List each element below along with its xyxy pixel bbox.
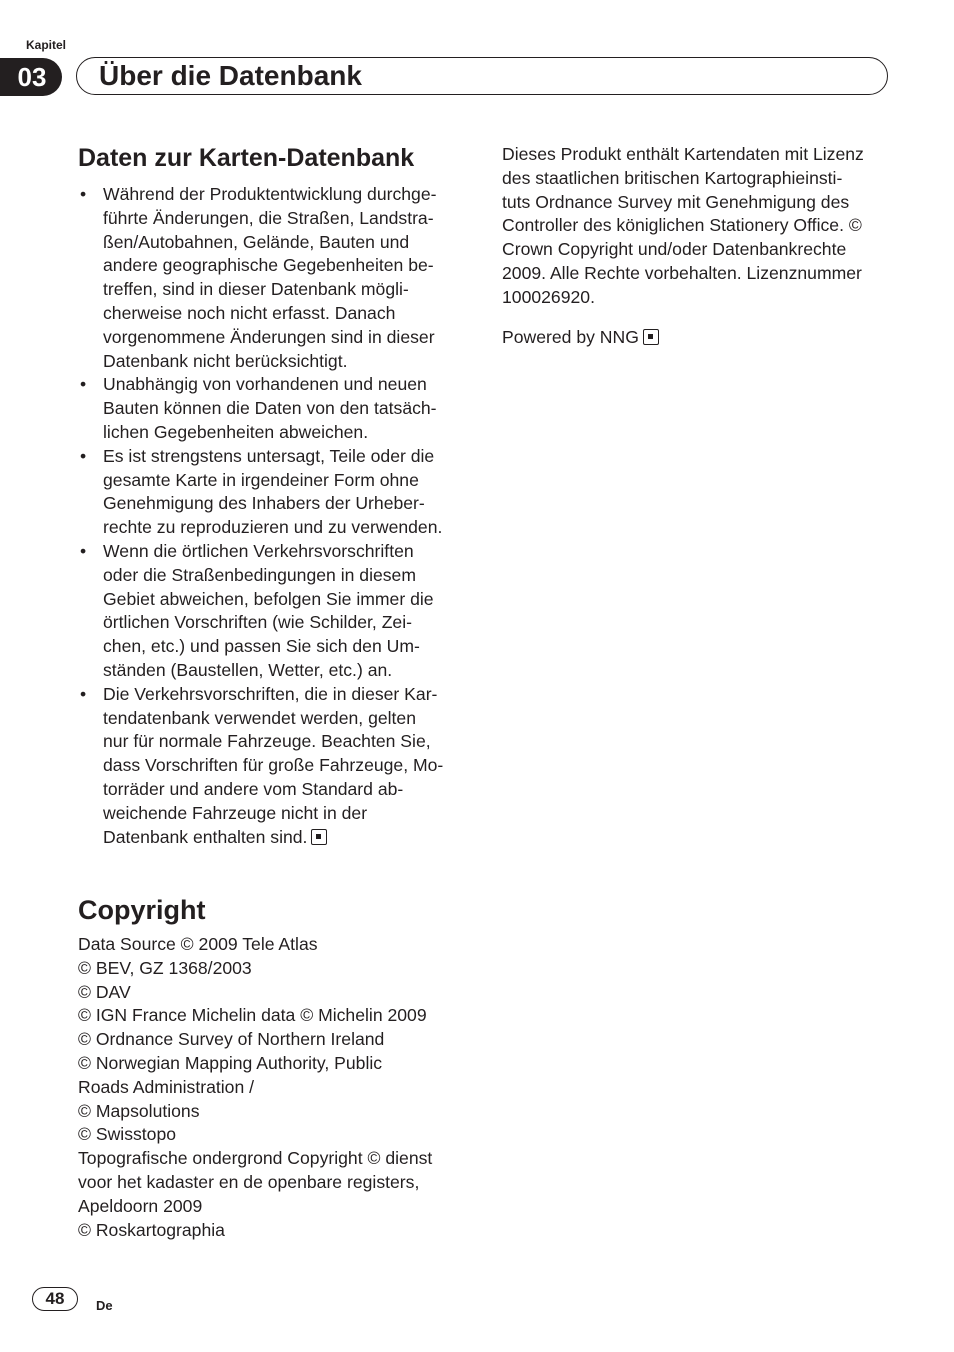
bullet-line: Während der Produktentwicklung durchge- bbox=[103, 184, 437, 204]
bullet-line: treffen, sind in dieser Datenbank mögli- bbox=[103, 279, 409, 300]
page-number-badge: 48 bbox=[32, 1287, 78, 1311]
bullet-dot-icon: • bbox=[80, 683, 87, 704]
kapitel-label: Kapitel bbox=[26, 38, 67, 52]
language-code: De bbox=[96, 1298, 113, 1313]
bullet-line: cherweise noch nicht erfasst. Danach bbox=[103, 302, 396, 323]
bullet-line: oder die Straßenbedingungen in diesem bbox=[103, 564, 416, 585]
copyright-line: © Swisstopo bbox=[78, 1124, 177, 1145]
copyright-line: © BEV, GZ 1368/2003 bbox=[78, 957, 252, 978]
stop-square-icon bbox=[311, 829, 327, 845]
bullet-line: Wenn die örtlichen Verkehrsvorschriften bbox=[103, 540, 414, 561]
bullet-item bbox=[78, 183, 468, 373]
copyright-line: voor het kadaster en de openbare registers, bbox=[78, 1171, 420, 1192]
powered-by-line bbox=[502, 326, 902, 350]
stop-square-icon bbox=[643, 329, 659, 345]
copyright-line: Topografische ondergrond Copyright © dienst bbox=[78, 1148, 433, 1169]
bullet-dot-icon: • bbox=[80, 374, 87, 395]
copyright-line: © Mapsolutions bbox=[78, 1100, 200, 1121]
bullet-line: weichende Fahrzeuge nicht in der bbox=[103, 802, 368, 823]
bullet-line: Unabhängig von vorhandenen und neuen bbox=[103, 374, 427, 395]
powered-by-text: Powered by NNG bbox=[502, 326, 639, 347]
license-line: tuts Ordnance Survey mit Genehmigung des bbox=[502, 191, 850, 212]
license-line: 100026920. bbox=[502, 286, 595, 307]
chapter-number-badge: 03 bbox=[0, 58, 62, 96]
bullet-dot-icon: • bbox=[80, 445, 87, 466]
copyright-line: Apeldoorn 2009 bbox=[78, 1195, 203, 1216]
bullet-line: torräder und andere vom Standard ab- bbox=[103, 778, 404, 799]
bullet-line: Gebiet abweichen, befolgen Sie immer die bbox=[103, 588, 434, 609]
right-column bbox=[502, 143, 902, 349]
license-paragraph bbox=[502, 143, 902, 310]
chapter-title-bar bbox=[76, 57, 888, 95]
chapter-title: Über die Datenbank bbox=[99, 60, 362, 91]
bullet-line: Genehmigung des Inhabers der Urheber- bbox=[103, 493, 425, 514]
bullet-item bbox=[78, 540, 468, 683]
copyright-line: Data Source © 2009 Tele Atlas bbox=[78, 934, 318, 954]
bullet-line: örtlichen Vorschriften (wie Schilder, Zei- bbox=[103, 612, 412, 633]
bullet-item bbox=[78, 373, 468, 444]
bullet-line: nur für normale Fahrzeuge. Beachten Sie, bbox=[103, 731, 431, 752]
license-line: Controller des königlichen Stationery Office. © bbox=[502, 215, 862, 236]
bullet-line: Datenbank enthalten sind. bbox=[103, 826, 308, 847]
bullet-item bbox=[78, 683, 468, 850]
bullet-line: rechte zu reproduzieren und zu verwenden. bbox=[103, 517, 443, 538]
bullet-dot-icon: • bbox=[80, 540, 87, 561]
bullet-line: Bauten können die Daten von den tatsäch- bbox=[103, 398, 437, 419]
bullet-list bbox=[78, 183, 468, 849]
bullet-dot-icon: • bbox=[80, 184, 87, 204]
copyright-line: © DAV bbox=[78, 981, 131, 1002]
bullet-line: gesamte Karte in irgendeiner Form ohne bbox=[103, 469, 419, 490]
bullet-line: Datenbank nicht berücksichtigt. bbox=[103, 350, 348, 371]
copyright-line: © Roskartographia bbox=[78, 1219, 225, 1240]
copyright-line: © Norwegian Mapping Authority, Public bbox=[78, 1052, 383, 1073]
bullet-line: ßen/Autobahnen, Gelände, Bauten und bbox=[103, 231, 410, 252]
bullet-line: dass Vorschriften für große Fahrzeuge, Mo- bbox=[103, 755, 444, 776]
bullet-line: ständen (Baustellen, Wetter, etc.) an. bbox=[103, 659, 393, 680]
left-column bbox=[78, 141, 468, 849]
bullet-line: lichen Gegebenheiten abweichen. bbox=[103, 421, 369, 442]
bullet-line: vorgenommene Änderungen sind in dieser bbox=[103, 326, 435, 347]
copyright-list bbox=[78, 933, 478, 1242]
bullet-item bbox=[78, 445, 468, 540]
license-line: Crown Copyright und/oder Datenbankrechte bbox=[502, 239, 847, 260]
section-heading-copyright: Copyright bbox=[78, 895, 206, 925]
bullet-line: führte Änderungen, die Straßen, Landstra- bbox=[103, 207, 434, 228]
license-line: Dieses Produkt enthält Kartendaten mit Lizenz bbox=[502, 144, 864, 164]
bullet-line: chen, etc.) und passen Sie sich den Um- bbox=[103, 636, 420, 657]
copyright-line: © Ordnance Survey of Northern Ireland bbox=[78, 1029, 385, 1050]
copyright-line: © IGN France Michelin data © Michelin 2009 bbox=[78, 1005, 427, 1026]
section-heading-daten: Daten zur Karten-Datenbank bbox=[78, 144, 415, 172]
bullet-line: Die Verkehrsvorschriften, die in dieser Kar- bbox=[103, 683, 438, 704]
license-line: 2009. Alle Rechte vorbehalten. Lizenznummer bbox=[502, 262, 862, 283]
bullet-line: Es ist strengstens untersagt, Teile oder die bbox=[103, 445, 435, 466]
copyright-line: Roads Administration / bbox=[78, 1076, 255, 1097]
bullet-line: andere geographische Gegebenheiten be- bbox=[103, 255, 434, 276]
bullet-line: tendatenbank verwendet werden, gelten bbox=[103, 707, 417, 728]
license-line: des staatlichen britischen Kartographieinsti- bbox=[502, 167, 843, 188]
